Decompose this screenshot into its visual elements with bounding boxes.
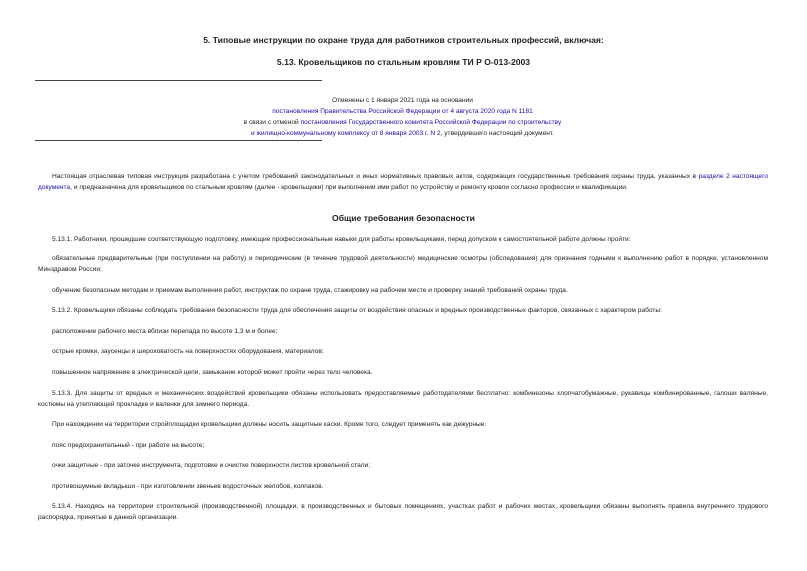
repeal-notice [150,95,655,139]
paragraph: повышенное напряжение в электрической цепи, замыкание которой может пройти через тело человека. [52,369,373,376]
paragraph: очки защитные - при заточке инструмента, подготовке и очистке поверхности листов кровельной стали; [52,462,371,469]
paragraph: 5.13.2. Кровельщики обязаны соблюдать требования безопасности труда для обеспечения защиты от воздействия опасных и вредных производственных факторов, связанных с характером работы: [52,307,662,314]
repeal-decree-link[interactable]: постановления Правительства Российской Федерации от 4 августа 2020 года N 1181 [272,108,533,115]
intro-text-1: Настоящая отраслевая типовая инструкция разработана с учетом требований законодательных и иных нормативных правовых актов, содержащих государственные требования охраны труда, указанных в [52,173,699,180]
paragraph: пояс предохранительный - при работе на высоте; [52,442,205,449]
repeal-line-1: Отменены с 1 января 2021 года на основании [332,97,473,104]
repeal-line-3-text: в связи с отменой [243,119,301,126]
repeal-line-4-text: , утвердившего настоящий документ. [440,130,555,137]
paragraph: При нахождении на территории стройплощадки кровельщики должны носить защитные каски. Кроме того, следует применять как дежурные: [52,421,487,428]
paragraph: острые кромки, заусенцы и шероховатость на поверхностях оборудования, материалов; [52,348,324,355]
paragraph: 5.13.4. Находясь на территории строительной (производственной) площадки, в производственных и бытовых помещениях, участках работ и рабочих местах, кровельщики обязаны выполнять правила внутреннего трудового распорядка, принятые в данной организации. [38,503,768,521]
document-title: 5. Типовые инструкции по охране труда для работников строительных профессий, включая: [203,35,604,45]
divider-top [35,80,322,81]
paragraph: 5.13.1. Работники, прошедшие соответствующую подготовку, имеющие профессиональные навыки для работы кровельщиками, перед допуском к самостоятельной работе должны пройти: [52,236,631,243]
paragraph: 5.13.3. Для защиты от вредных и механических воздействий кровельщики обязаны использовать предоставляемые работодателями бесплатно: комбинезоны хлопчатобумажные, рукавицы комбинированные, галоши валяные, костюмы на утепляющей прокладке и валенки для зимнего периода. [38,390,768,408]
section-2-link[interactable]: разделе 2 настоящего документа [38,173,769,191]
intro-text-2: , и предназначена для кровельщиков по стальным кровлям (далее - кровельщики) при выполнении ими работ по устройству и ремонту кровли согласно профессии и квалификации. [70,183,628,191]
intro-paragraph [38,172,768,193]
divider-bottom [35,140,322,141]
paragraph: обязательные предварительные (при поступлении на работу) и периодические (в течение трудовой деятельности) медицинские осмотры (обследования) для признания годными к выполнению работ в порядке, установленном Минздравом России; [38,255,768,273]
paragraph: противошумные вкладыши - при изготовлении звеньев водосточных желобов, колпаков. [52,483,324,490]
gosstroy-decree-link-cont[interactable]: и жилищно-коммунальному комплексу от 8 января 2003 г. N 2 [250,130,441,137]
document-subtitle: 5.13. Кровельщиков по стальным кровлям ТИ Р О-013-2003 [276,57,531,67]
paragraph: расположение рабочего места вблизи перепада по высоте 1,3 м и более; [52,328,278,335]
paragraph: обучение безопасным методам и приемам выполнения работ, инструктаж по охране труда, стажировку на рабочем месте и проверку знаний требований охраны труда. [52,287,568,294]
section-title: Общие требования безопасности [332,213,475,223]
gosstroy-decree-link[interactable]: постановления Государственного комитета Российской Федерации по строительству [300,119,562,126]
